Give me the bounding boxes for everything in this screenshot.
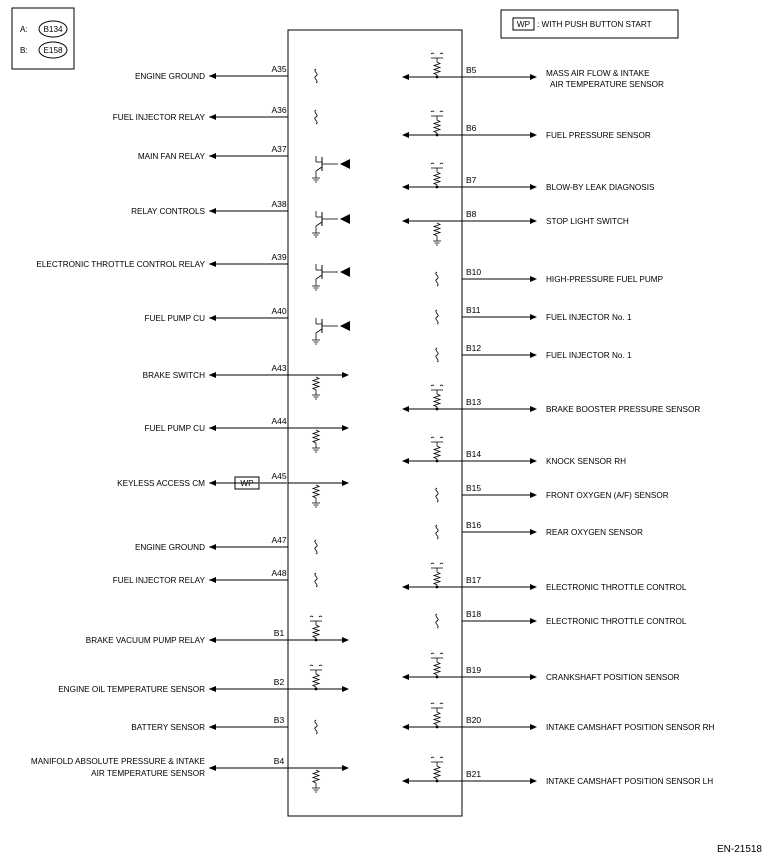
supply-icon bbox=[431, 703, 443, 708]
arrow-left-icon bbox=[402, 458, 409, 464]
resistor-icon bbox=[434, 172, 440, 185]
arrow-left-icon bbox=[209, 686, 216, 692]
right-pin-row bbox=[402, 53, 664, 89]
arrow-left-icon bbox=[209, 637, 216, 643]
pin-label: BATTERY SENSOR bbox=[131, 723, 205, 732]
pin-number: B11 bbox=[466, 305, 481, 315]
pin-number: B20 bbox=[466, 715, 482, 725]
arrow-left-icon bbox=[402, 184, 409, 190]
left-pin-row bbox=[144, 416, 349, 452]
legend-a-prefix: A: bbox=[20, 25, 28, 34]
ground-icon bbox=[312, 178, 320, 182]
arrow-right-icon bbox=[530, 276, 537, 282]
ground-icon bbox=[312, 788, 320, 792]
pin-number: B2 bbox=[273, 677, 285, 687]
gate-arrow-icon bbox=[340, 321, 350, 331]
arrow-left-icon bbox=[402, 674, 409, 680]
pin-label: BLOW-BY LEAK DIAGNOSIS bbox=[546, 183, 655, 192]
gate-arrow-icon bbox=[340, 214, 350, 224]
pin-number: B18 bbox=[466, 609, 482, 619]
left-pin-row bbox=[117, 471, 349, 507]
left-pin-row bbox=[131, 715, 317, 734]
ground-icon bbox=[312, 340, 320, 344]
arrow-right-icon bbox=[530, 406, 537, 412]
ground-icon bbox=[433, 241, 441, 245]
resistor-icon bbox=[434, 223, 440, 236]
arrow-right-icon bbox=[530, 492, 537, 498]
pin-label: MAIN FAN RELAY bbox=[137, 152, 205, 161]
pin-number: A38 bbox=[271, 199, 287, 209]
supply-icon bbox=[431, 111, 443, 116]
arrow-right-icon bbox=[342, 765, 349, 771]
right-pin-row bbox=[402, 703, 715, 732]
pin-label: KNOCK SENSOR RH bbox=[546, 457, 627, 466]
pin-label: FUEL INJECTOR RELAY bbox=[112, 113, 205, 122]
connector-legend bbox=[12, 8, 74, 69]
resistor-icon bbox=[313, 674, 319, 687]
arrow-left-icon bbox=[209, 577, 216, 583]
pin-number: A45 bbox=[271, 471, 287, 481]
right-pin-row bbox=[402, 209, 629, 245]
pin-number: B17 bbox=[466, 575, 482, 585]
pin-label: FUEL INJECTOR RELAY bbox=[112, 576, 205, 585]
junction-mark-icon bbox=[315, 110, 317, 124]
junction-mark-icon bbox=[436, 272, 438, 286]
pin-label: BRAKE SWITCH bbox=[142, 371, 205, 380]
pin-label: INTAKE CAMSHAFT POSITION SENSOR LH bbox=[546, 777, 714, 786]
pin-label: FUEL INJECTOR No. 1 bbox=[546, 313, 632, 322]
pin-number: B12 bbox=[466, 343, 482, 353]
right-pin-row bbox=[402, 563, 687, 592]
arrow-left-icon bbox=[209, 114, 216, 120]
junction-mark-icon bbox=[436, 525, 438, 539]
pin-number: A43 bbox=[271, 363, 287, 373]
arrow-left-icon bbox=[209, 153, 216, 159]
left-pin-row bbox=[113, 105, 317, 124]
right-pin-row bbox=[436, 305, 632, 324]
arrow-right-icon bbox=[530, 132, 537, 138]
pin-number: B16 bbox=[466, 520, 482, 530]
arrow-left-icon bbox=[209, 315, 216, 321]
pin-number: B4 bbox=[273, 756, 285, 766]
left-pin-row bbox=[138, 144, 350, 182]
arrow-left-icon bbox=[209, 480, 216, 486]
pin-label: MASS AIR FLOW & INTAKE bbox=[546, 69, 650, 78]
junction-mark-icon bbox=[436, 348, 438, 362]
pin-label: ENGINE GROUND bbox=[134, 543, 205, 552]
right-pin-row bbox=[402, 163, 655, 192]
resistor-icon bbox=[434, 572, 440, 585]
pin-label: FUEL INJECTOR No. 1 bbox=[546, 351, 632, 360]
right-pin-row bbox=[402, 757, 713, 786]
arrow-left-icon bbox=[402, 406, 409, 412]
arrow-right-icon bbox=[530, 618, 537, 624]
pin-number: A39 bbox=[271, 252, 287, 262]
left-pin-row bbox=[131, 199, 350, 237]
resistor-icon bbox=[313, 770, 319, 783]
left-pin-row bbox=[135, 64, 317, 83]
pin-label: INTAKE CAMSHAFT POSITION SENSOR RH bbox=[546, 723, 715, 732]
arrow-right-icon bbox=[342, 425, 349, 431]
resistor-icon bbox=[434, 62, 440, 75]
arrow-left-icon bbox=[209, 208, 216, 214]
ground-icon bbox=[312, 395, 320, 399]
legend-a-connector: B134 bbox=[43, 25, 63, 34]
ground-icon bbox=[312, 233, 320, 237]
pin-number: A44 bbox=[271, 416, 287, 426]
arrow-right-icon bbox=[530, 74, 537, 80]
supply-icon bbox=[431, 53, 443, 58]
pin-label: FRONT OXYGEN (A/F) SENSOR bbox=[546, 491, 669, 500]
pin-number: B21 bbox=[466, 769, 482, 779]
pin-label: FUEL PUMP CU bbox=[144, 424, 205, 433]
resistor-icon bbox=[313, 430, 319, 443]
supply-icon bbox=[431, 563, 443, 568]
ground-icon bbox=[312, 503, 320, 507]
junction-mark-icon bbox=[436, 488, 438, 502]
right-pin-row bbox=[402, 437, 626, 466]
resistor-icon bbox=[434, 120, 440, 133]
resistor-icon bbox=[313, 377, 319, 390]
pin-label: FUEL PRESSURE SENSOR bbox=[546, 131, 651, 140]
arrow-right-icon bbox=[530, 674, 537, 680]
right-pin-row bbox=[402, 653, 680, 682]
pin-number: A35 bbox=[271, 64, 287, 74]
pin-label: ELECTRONIC THROTTLE CONTROL bbox=[546, 583, 687, 592]
arrow-right-icon bbox=[530, 314, 537, 320]
pin-number: A37 bbox=[271, 144, 287, 154]
right-pin-row bbox=[402, 111, 651, 140]
left-pin-row bbox=[144, 306, 350, 344]
pin-label: HIGH-PRESSURE FUEL PUMP bbox=[546, 275, 664, 284]
pin-label: MANIFOLD ABSOLUTE PRESSURE & INTAKE bbox=[30, 757, 205, 766]
arrow-right-icon bbox=[342, 686, 349, 692]
arrow-right-icon bbox=[342, 480, 349, 486]
arrow-right-icon bbox=[530, 724, 537, 730]
left-pin-row bbox=[36, 252, 350, 290]
arrow-left-icon bbox=[402, 218, 409, 224]
ground-icon bbox=[312, 448, 320, 452]
pin-label-line2: AIR TEMPERATURE SENSOR bbox=[550, 80, 664, 89]
arrow-left-icon bbox=[209, 765, 216, 771]
junction-mark-icon bbox=[436, 310, 438, 324]
supply-icon bbox=[310, 616, 322, 621]
pin-number: A36 bbox=[271, 105, 287, 115]
pin-number: B7 bbox=[466, 175, 477, 185]
arrow-left-icon bbox=[209, 544, 216, 550]
ground-icon bbox=[312, 286, 320, 290]
pin-label: FUEL PUMP CU bbox=[144, 314, 205, 323]
arrow-right-icon bbox=[530, 529, 537, 535]
left-pin-row bbox=[86, 616, 349, 645]
pin-number: B8 bbox=[466, 209, 477, 219]
pin-label: ENGINE GROUND bbox=[134, 72, 205, 81]
arrow-left-icon bbox=[209, 372, 216, 378]
arrow-left-icon bbox=[209, 261, 216, 267]
pin-label: ELECTRONIC THROTTLE CONTROL RELAY bbox=[36, 260, 205, 269]
supply-icon bbox=[431, 385, 443, 390]
left-pin-row bbox=[31, 756, 349, 792]
arrow-right-icon bbox=[530, 458, 537, 464]
wp-badge-text: WP bbox=[240, 479, 254, 488]
arrow-left-icon bbox=[209, 724, 216, 730]
arrow-left-icon bbox=[402, 132, 409, 138]
right-pin-row bbox=[436, 267, 664, 286]
arrow-left-icon bbox=[402, 74, 409, 80]
right-pin-row bbox=[436, 609, 687, 628]
left-pin-row bbox=[143, 363, 349, 399]
pin-number: A47 bbox=[271, 535, 287, 545]
supply-icon bbox=[431, 163, 443, 168]
resistor-icon bbox=[434, 712, 440, 725]
pin-number: B13 bbox=[466, 397, 482, 407]
pin-number: B19 bbox=[466, 665, 482, 675]
arrow-left-icon bbox=[402, 724, 409, 730]
pin-number: B5 bbox=[466, 65, 477, 75]
pin-number: B3 bbox=[273, 715, 285, 725]
supply-icon bbox=[310, 665, 322, 670]
arrow-right-icon bbox=[530, 584, 537, 590]
pin-label: CRANKSHAFT POSITION SENSOR bbox=[546, 673, 680, 682]
gate-arrow-icon bbox=[340, 159, 350, 169]
arrow-left-icon bbox=[402, 584, 409, 590]
arrow-right-icon bbox=[530, 184, 537, 190]
pin-label: RELAY CONTROLS bbox=[131, 207, 205, 216]
pin-label: BRAKE BOOSTER PRESSURE SENSOR bbox=[546, 405, 701, 414]
pin-label: KEYLESS ACCESS CM bbox=[117, 479, 205, 488]
pin-label: ENGINE OIL TEMPERATURE SENSOR bbox=[58, 685, 205, 694]
right-pin-row bbox=[436, 343, 632, 362]
pin-label: ELECTRONIC THROTTLE CONTROL bbox=[546, 617, 687, 626]
pin-number: B10 bbox=[466, 267, 482, 277]
resistor-icon bbox=[434, 662, 440, 675]
pin-label: STOP LIGHT SWITCH bbox=[546, 217, 629, 226]
junction-mark-icon bbox=[315, 573, 317, 587]
arrow-right-icon bbox=[530, 218, 537, 224]
arrow-right-icon bbox=[530, 352, 537, 358]
junction-mark-icon bbox=[436, 614, 438, 628]
pin-number: A48 bbox=[271, 568, 287, 578]
arrow-right-icon bbox=[530, 778, 537, 784]
resistor-icon bbox=[434, 446, 440, 459]
pin-number: B1 bbox=[273, 628, 285, 638]
resistor-icon bbox=[313, 625, 319, 638]
ecm-box bbox=[288, 30, 462, 816]
pin-label: BRAKE VACUUM PUMP RELAY bbox=[85, 636, 205, 645]
pin-label-line2: AIR TEMPERATURE SENSOR bbox=[91, 769, 205, 778]
right-pin-row bbox=[402, 385, 700, 414]
left-pin-row bbox=[58, 665, 349, 694]
arrow-left-icon bbox=[402, 778, 409, 784]
arrow-right-icon bbox=[342, 372, 349, 378]
junction-mark-icon bbox=[315, 720, 317, 734]
wp-note bbox=[501, 10, 678, 38]
right-pin-row bbox=[436, 483, 669, 502]
resistor-icon bbox=[434, 394, 440, 407]
junction-mark-icon bbox=[315, 69, 317, 83]
pin-number: B15 bbox=[466, 483, 482, 493]
arrow-left-icon bbox=[209, 425, 216, 431]
arrow-right-icon bbox=[342, 637, 349, 643]
figure-id: EN-21518 bbox=[716, 844, 762, 855]
supply-icon bbox=[431, 653, 443, 658]
pin-number: B6 bbox=[466, 123, 477, 133]
legend-b-connector: E158 bbox=[43, 46, 63, 55]
pin-number: B14 bbox=[466, 449, 482, 459]
gate-arrow-icon bbox=[340, 267, 350, 277]
supply-icon bbox=[431, 757, 443, 762]
arrow-left-icon bbox=[209, 73, 216, 79]
legend-b-prefix: B: bbox=[20, 46, 28, 55]
wp-note-text: : WITH PUSH BUTTON START bbox=[537, 20, 652, 29]
pin-number: A40 bbox=[271, 306, 287, 316]
left-pin-row bbox=[135, 535, 317, 554]
wp-note-badge: WP bbox=[516, 20, 531, 29]
right-pin-row bbox=[436, 520, 643, 539]
junction-mark-icon bbox=[315, 540, 317, 554]
supply-icon bbox=[431, 437, 443, 442]
pin-label: REAR OXYGEN SENSOR bbox=[546, 528, 643, 537]
resistor-icon bbox=[434, 766, 440, 779]
resistor-icon bbox=[313, 485, 319, 498]
left-pin-row bbox=[113, 568, 317, 587]
